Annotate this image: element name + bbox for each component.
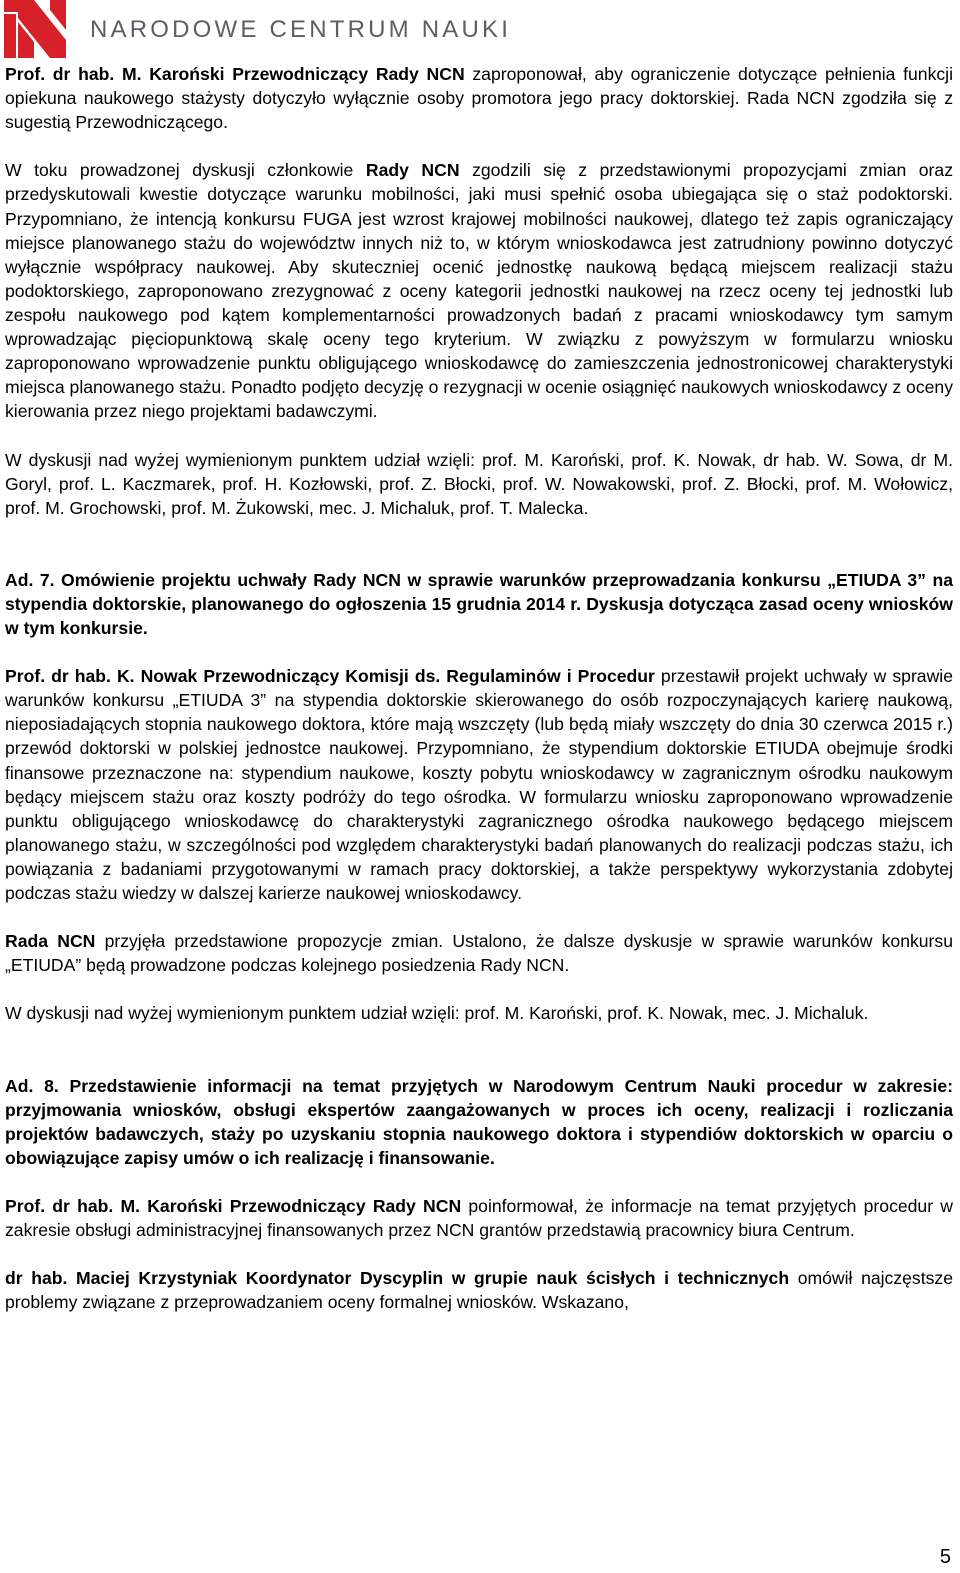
- document-body: [5, 62, 953, 1339]
- paragraph-text: zgodzili się z przedstawionymi propozycjami zmian oraz przedyskutowali kwestie dotyczące warunku mobilności, jaki musi spełnić osoba ubiegająca się o staż podoktorski. Przypomniano, że intencją konkursu FUGA jest wzrost krajowej mobilności naukowej, dlatego też zapis ograniczający miejsce planowanego stażu do województw innych niż to, w którym wnioskodawca jest zatrudniony powinno dotyczyć wyłącznie współpracy naukowej. Aby skuteczniej ocenić jednostkę naukową będącą miejscem realizacji stażu podoktorskiego, zaproponowano zrezygnować z oceny kategorii jednostki naukowej na rzecz oceny tej jednostki lub zespołu naukowego pod kątem komplementarności prowadzonych badań z pracami wnioskodawcy tym samym wprowadzając pięciopunktową skalę oceny tego kryterium. W związku z powyższym w formularzu wniosku zaproponowano wprowadzenie punktu obligującego wnioskodawcę do zamieszczenia jednostronicowej charakterystyki miejsca planowanego stażu. Ponadto podjęto decyzję o rezygnacji w ocenie osiągnięć naukowych wnioskodawcy z oceny kierowania przez niego projektami badawczymi.: [5, 160, 953, 422]
- agenda-heading: Ad. 8. Przedstawienie informacji na temat przyjętych w Narodowym Centrum Nauki procedur w zakresie: przyjmowania wniosków, obsługi ekspertów zaangażowanych w proces ich oceny, realizacji i rozliczania projektów badawczych, staży po uzyskaniu stopnia naukowego doktora i stypendiów doktorskich w oparciu o obowiązujące zapisy umów o ich realizację i finansowanie.: [5, 1075, 953, 1168]
- paragraph-5: [5, 664, 953, 905]
- paragraph-text: zaproponował, aby ograniczenie dotyczące pełnienia funkcji opiekuna naukowego stażysty dotyczyło wyłącznie osoby promotora jego pracy doktorskiej. Rada NCN zgodziła się z sugestią Przewodniczącego.: [5, 64, 953, 133]
- agenda-heading: Ad. 7. Omówienie projektu uchwały Rady NCN w sprawie warunków przeprowadzania konkursu „ETIUDA 3” na stypendia doktorskie, planowanego do ogłoszenia 15 grudnia 2014 r. Dyskusja dotycząca zasad oceny wniosków w tym konkursie.: [5, 569, 953, 638]
- participants-text: W dyskusji nad wyżej wymienionym punktem udział wzięli: prof. M. Karoński, prof. K. Nowak, mec. J. Michaluk.: [5, 1003, 869, 1024]
- paragraph-text: poinformował, że informacje na temat przyjętych procedur w zakresie obsługi administracyjnej finansowanych przez NCN grantów przedstawią pracownicy biura Centrum.: [5, 1196, 953, 1241]
- organization-name: NARODOWE CENTRUM NAUKI: [90, 16, 512, 43]
- paragraph-text-lead: W toku prowadzonej dyskusji członkowie: [5, 160, 366, 181]
- paragraph-1: [5, 62, 953, 134]
- ncn-logo-icon: [4, 0, 66, 58]
- speaker-name: Prof. dr hab. K. Nowak Przewodniczący Komisji ds. Regulaminów i Procedur: [5, 666, 655, 687]
- page-header: [0, 0, 960, 62]
- speaker-name: Prof. dr hab. M. Karoński Przewodniczący Rady NCN: [5, 64, 465, 84]
- paragraph-6: [5, 929, 953, 977]
- council-name: Rady NCN: [365, 160, 460, 181]
- paragraph-7: [5, 1001, 953, 1025]
- paragraph-text: przyjęła przedstawione propozycje zmian. Ustalono, że dalsze dyskusje w sprawie warunków konkursu „ETIUDA” będą prowadzone podczas kolejnego posiedzenia Rady NCN.: [5, 931, 953, 976]
- speaker-name: Prof. dr hab. M. Karoński Przewodniczący Rady NCN: [5, 1196, 462, 1217]
- page-number: 5: [939, 1546, 951, 1568]
- paragraph-3: [5, 448, 953, 520]
- agenda-item-8-heading: [5, 1074, 953, 1170]
- paragraph-2: [5, 158, 953, 423]
- paragraph-10: [5, 1266, 953, 1314]
- speaker-name: dr hab. Maciej Krzystyniak Koordynator Dyscyplin w grupie nauk ścisłych i technicznych: [5, 1268, 790, 1289]
- paragraph-text: przestawił projekt uchwały w sprawie warunków konkursu „ETIUDA 3” na stypendia doktorskie skierowanego do osób rozpoczynających karierę naukową, nieposiadających stopnia naukowego doktora, które mają wszczęty (lub będą miały wszczęty do dnia 30 czerwca 2015 r.) przewód doktorski w polskiej jednostce naukowej. Przypomniano, że stypendium doktorskie ETIUDA obejmuje środki finansowe przeznaczone na: stypendium naukowe, koszty pobytu wnioskodawcy w zagranicznym ośrodku naukowym będący miejscem stażu oraz koszty podróży do tego ośrodka. W formularzu wniosku zaproponowano wprowadzenie punktu obligującego wnioskodawcę do charakterystyki zagranicznego ośrodka naukowego będącego miejscem planowanego stażu, w szczególności pod względem charakterystyki badań planowanych do realizacji podczas stażu, ich powiązania z badaniami przygotowanymi w ramach pracy doktorskiej, a także perspektywy wykorzystania zdobytej podczas stażu wiedzy w dalszej karierze naukowej wnioskodawcy.: [5, 666, 953, 903]
- agenda-item-7-heading: [5, 568, 953, 640]
- participants-text: W dyskusji nad wyżej wymienionym punktem udział wzięli: prof. M. Karoński, prof. K. Nowak, dr hab. W. Sowa, dr M. Goryl, prof. L. Kaczmarek, prof. H. Kozłowski, prof. Z. Błocki, prof. W. Nowakowski, prof. Z. Błocki, prof. M. Wołowicz, prof. M. Grochowski, prof. M. Żukowski, mec. J. Michaluk, prof. T. Malecka.: [5, 449, 953, 518]
- council-name: Rada NCN: [5, 931, 96, 952]
- paragraph-9: [5, 1194, 953, 1242]
- paragraph-text: omówił najczęstsze problemy związane z przeprowadzaniem oceny formalnej wniosków. Wskazano,: [5, 1268, 953, 1313]
